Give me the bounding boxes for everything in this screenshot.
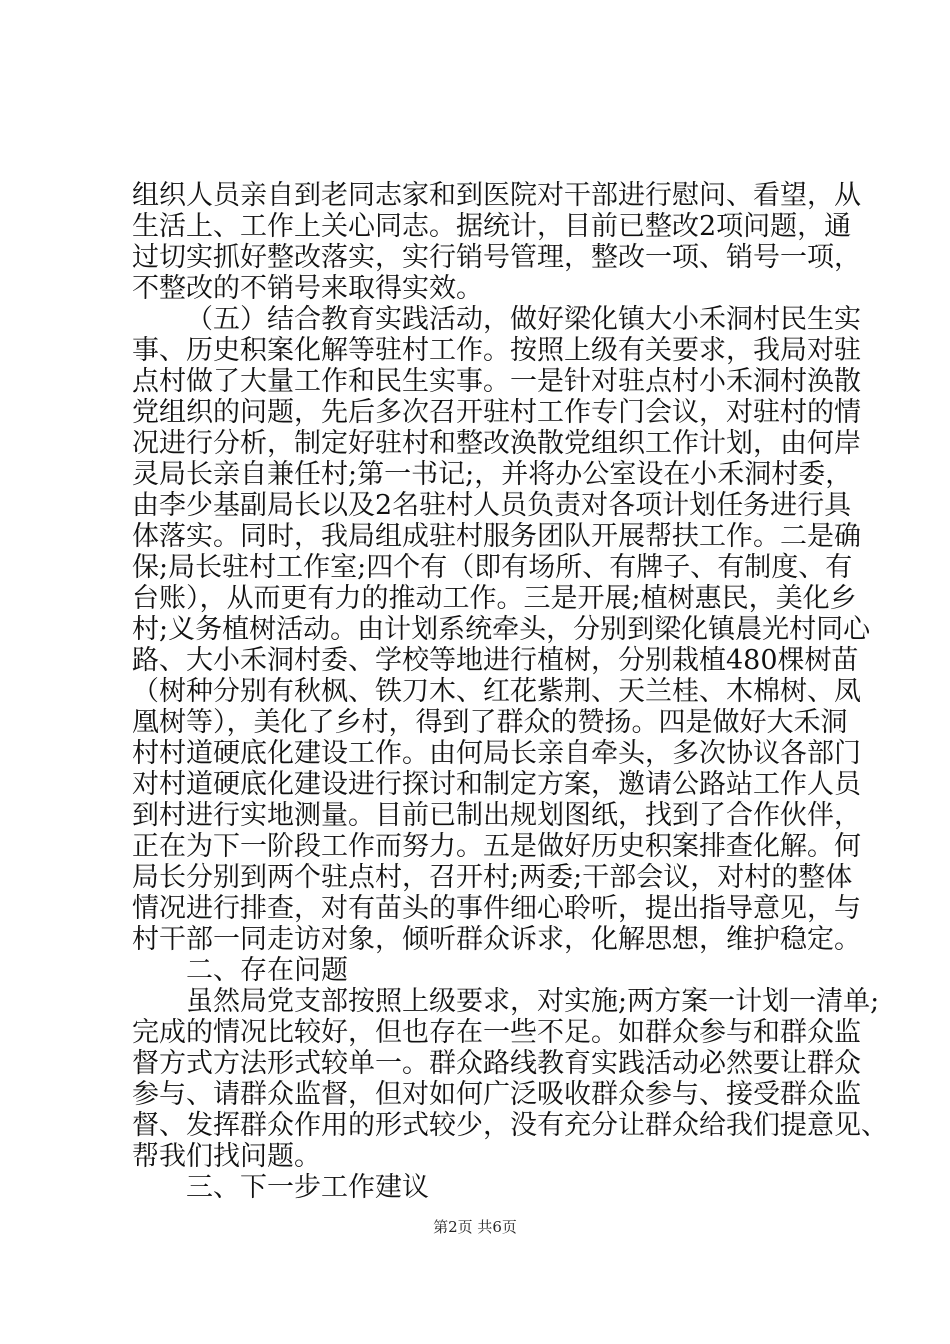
page-number-footer: 第2页 共6页 (433, 1218, 517, 1236)
section-five-heading-line: （五）结合教育实践活动，做好梁化镇大小禾洞村民生实 (186, 304, 861, 335)
body-text-line: 点村做了大量工作和民生实事。一是针对驻点村小禾洞村涣散 (132, 366, 861, 397)
body-text-line: （树种分别有秋枫、铁刀木、红花紫荆、天兰桂、木棉树、凤 (132, 676, 861, 707)
body-text-line: 台账），从而更有力的推动工作。三是开展;植树惠民，美化乡 (132, 583, 857, 614)
body-text-line: 正在为下一阶段工作而努力。五是做好历史积案排查化解。何 (132, 831, 861, 862)
body-text-line: 村村道硬底化建设工作。由何局长亲自牵头，多次协议各部门 (132, 738, 861, 769)
body-text-line: 事、历史积案化解等驻村工作。按照上级有关要求，我局对驻 (132, 335, 861, 366)
body-text-line: 组织人员亲自到老同志家和到医院对干部进行慰问、看望，从 (132, 180, 861, 211)
body-text-line: 督方式方法形式较单一。群众路线教育实践活动必然要让群众 (132, 1048, 861, 1079)
body-text-line: 灵局长亲自兼任村;第一书记;，并将办公室设在小禾洞村委， (132, 459, 853, 490)
body-text-line: 村;义务植树活动。由计划系统牵头，分别到梁化镇晨光村同心 (132, 614, 871, 645)
body-text-line: 凰树等），美化了乡村，得到了群众的赞扬。四是做好大禾洞 (132, 707, 848, 738)
body-text-line: 况进行分析，制定好驻村和整改涣散党组织工作计划，由何岸 (132, 428, 861, 459)
body-text-line: 过切实抓好整改落实，实行销号管理，整改一项、销号一项， (132, 242, 861, 273)
body-text-line: 保;局长驻村工作室;四个有（即有场所、有牌子、有制度、有 (132, 552, 853, 583)
body-text-line: 参与、请群众监督，但对如何广泛吸收群众参与、接受群众监 (132, 1079, 861, 1110)
section-three-heading: 三、下一步工作建议 (186, 1172, 429, 1203)
body-text-line: 虽然局党支部按照上级要求，对实施;两方案一计划一清单; (186, 986, 880, 1017)
body-text-line: 局长分别到两个驻点村，召开村;两委;干部会议，对村的整体 (132, 862, 853, 893)
body-text-line: 生活上、工作上关心同志。据统计，目前已整改2项问题，通 (132, 211, 852, 242)
body-text-line: 帮我们找问题。 (132, 1141, 321, 1172)
body-text-line: 到村进行实地测量。目前已制出规划图纸，找到了合作伙伴， (132, 800, 861, 831)
body-text-line: 体落实。同时，我局组成驻村服务团队开展帮扶工作。二是确 (132, 521, 861, 552)
body-text-line: 不整改的不销号来取得实效。 (132, 273, 483, 304)
body-text-line: 党组织的问题，先后多次召开驻村工作专门会议，对驻村的情 (132, 397, 861, 428)
body-text-line: 完成的情况比较好，但也存在一些不足。如群众参与和群众监 (132, 1017, 861, 1048)
body-text-line: 督、发挥群众作用的形式较少，没有充分让群众给我们提意见、 (132, 1110, 888, 1141)
body-text-line: 情况进行排查，对有苗头的事件细心聆听，提出指导意见，与 (132, 893, 861, 924)
section-two-heading: 二、存在问题 (186, 955, 348, 986)
body-text-line: 由李少基副局长以及2名驻村人员负责对各项计划任务进行具 (132, 490, 852, 521)
body-text-line: 路、大小禾洞村委、学校等地进行植树，分别栽植480棵树苗 (132, 645, 859, 676)
body-text-line: 村干部一同走访对象，倾听群众诉求，化解思想，维护稳定。 (132, 924, 861, 955)
body-text-line: 对村道硬底化建设进行探讨和制定方案，邀请公路站工作人员 (132, 769, 861, 800)
